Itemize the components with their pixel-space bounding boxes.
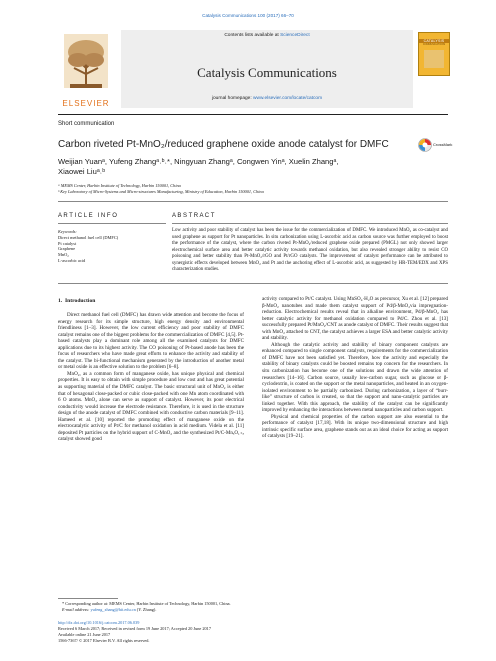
cover-image xyxy=(424,50,444,68)
keywords-block xyxy=(58,229,166,264)
journal-homepage-line xyxy=(121,96,413,101)
email-label: E-mail address: xyxy=(62,607,91,612)
contents-prefix: Contents lists available at xyxy=(224,33,281,38)
left-paragraph-2: MnO₂, as a common form of manganese oxide, has unique physical and chemical properties. It is easy to obtain with simple procedure and low cost and has great potential as supporting material of the DMFC catalyst. The basic structural unit of MnO₂ is either that of hexagonal close-packed or cubic close-packed with one Mn atom coordinated with 6 O atoms. MnO₂ alone can serve as support of catalyst. However, its poor electrical conductivity would increase the electrode resistance. Therefore, it is used in the structure design of the anode catalyst of DMFC combined with conductive carbon materials [9–11]. Hameed et al. [10] reported the promoting effect of manganese oxide on the electrocatalytic activity of Pt/C for methanol oxidation in acid medium. Videla et al. [11] deposited Pt particles on the hybrid support of C-MnO₂ and the synthesized Pt/C-MnₓO₁₊ₓ catalyst showed good xyxy=(58,370,244,443)
cover-subtitle: COMMUNICATIONS xyxy=(422,43,446,46)
right-paragraph-2: Although the catalytic activity and stability of binary component catalysts are enhanced compared to single component catalysts, requirements for the commercialization of DMFC have not been satisfied yet. Therefore, how the activity and especially the stability of binary catalysts could be boosted remains top concern for the researchers. In situ carbonization has become one of the solutions and drawn the wide attention of researchers [14–16]. Carbon source, usually low-carbon sugar, such as glucose or β-cyclodextrin, is coated on the support or the metal nanoparticles, and heated in an oxygen-isolated environment to be partially carbonized. During carbonization, a layer of “burr-like” structure of carbon is created, so that the support and nano-catalytic particles are linked together. With this approach, the stability of the catalyst can be significantly improved by enhancing the interactions between metal nanoparticles and carbon support. xyxy=(262,341,448,414)
crossmark-icon xyxy=(418,138,432,152)
crossmark-label: CrossMark xyxy=(433,142,453,147)
affiliations-rule xyxy=(58,201,448,202)
elsevier-tree-icon xyxy=(58,32,114,94)
left-column xyxy=(58,312,244,443)
copyright: 1566-7367/ © 2017 Elsevier B.V. All rights reserved. xyxy=(58,638,150,643)
right-paragraph-3: Physical and chemical properties of the carbon support are also essential to the performance of catalyst [17,18]. With its unique two-dimensional structure and high intrinsic specific surface area, graphene stands out as an ideal choice for acting as support of catalysts [19–21]. xyxy=(262,413,448,440)
available-online: Available online 21 June 2017 xyxy=(58,632,111,637)
affiliation-b: ᵇ Key Laboratory of Micro-Systems and Micro-structures Manufacturing, Ministry of Education, Harbin 150001, China xyxy=(58,189,264,194)
email-suffix: (Y. Zhang). xyxy=(135,607,157,612)
affiliation-a: ᵃ MEMS Center, Harbin Institute of Technology, Harbin 150001, China xyxy=(58,183,181,188)
keyword-3: Graphene xyxy=(58,246,76,252)
cover-title: CATALYSIS xyxy=(419,39,449,43)
right-column xyxy=(262,296,448,440)
abstract-heading: A B S T R A C T xyxy=(172,213,215,219)
footnote-rule xyxy=(58,598,118,599)
authors-line-2: Xiaowei Liuᵃ˒ᵇ xyxy=(58,167,106,176)
publisher-logo xyxy=(58,32,114,106)
abstract-bottom-rule xyxy=(58,283,448,284)
article-type: Short communication xyxy=(58,121,115,127)
right-paragraph-1: activity compared to Pt/C catalyst. Using MnSO₄·H₂O as precursor, Xu et al. [12] prepared β-MnO₂ nanotubes and made them catalyst support of Pd/β-MnO₂via impregnation-reduction. Electrochemical results reveal that in alkaline environment, Pd/β-MnO₂ has better catalytic activity for methanol oxidation compared to Pd/C. Zhou et al. [13] successfully prepared Pt/MnO₂/CNT as anode catalyst of DMFC. Their results suggest that with MnO₂ attached to CNT, the catalyst achieves a larger ESA and better catalytic activity and stability. xyxy=(262,296,448,342)
received-dates: Received 6 March 2017; Received in revised form 19 June 2017; Accepted 20 June 2017 xyxy=(58,626,211,631)
article-title: Carbon riveted Pt-MnO₂/reduced graphene oxide anode catalyst for DMFC xyxy=(58,139,389,150)
article-info-heading: A R T I C L E I N F O xyxy=(58,213,117,219)
masthead-rule xyxy=(58,114,448,115)
email-link[interactable]: yufeng_zhang@hit.edu.cn xyxy=(90,607,136,612)
doi-link[interactable]: http://dx.doi.org/10.1016/j.catcom.2017.06.039 xyxy=(58,620,140,625)
intro-heading: 1. Introduction xyxy=(58,298,96,304)
abstract-text: Low activity and poor stability of catalyst has been the issue for the commercialization of DMFC. We introduced MnO₂ as co-catalyst and used graphene as support for Pt nanoparticles. In situ carbonization using L-ascorbic acid as carbon source was further employed to boost the performance of the catalyst, where the carbon riveted Pt-MnO₂/reduced graphene oxide prepared (PMGL) not only showed larger electrochemical surface area and better catalytic activity towards methanol oxidation, but also revealed stronger ability to resist CO poisoning and better stability than Pt-MnO₂/rGO and Pt/rGO catalysts. The improvement of catalyst performance can be attributed to synergistic effects developed between MnO₂ and Pt and the anchoring effect of L-ascorbic acid, as suggested by HR-TEM/EDX and XPS characterization studies. xyxy=(172,228,448,272)
article-info-rule xyxy=(58,223,166,224)
footnote-email xyxy=(62,607,156,612)
publisher-logo-text: ELSEVIER xyxy=(62,99,110,108)
crossmark-badge[interactable] xyxy=(418,137,453,155)
contents-available-line xyxy=(121,33,413,38)
keyword-4: MnO₂ xyxy=(58,252,69,258)
authors-line-1: Weijian Yuanᵃ, Yufeng Zhangᵃ˒ᵇ˒*, Ningyuan Zhangᵃ, Congwen Yinᵃ, Xuelin Zhangᵃ, xyxy=(58,157,339,166)
sciencedirect-link[interactable]: ScienceDirect xyxy=(280,33,310,38)
abstract-rule xyxy=(172,223,448,224)
journal-reference: Catalysis Communications 100 (2017) 66–70 xyxy=(202,13,294,18)
keyword-2: Pt catalyst xyxy=(58,240,77,246)
footnote-corresponding: * Corresponding author at: MEMS Center, Harbin Institute of Technology, Harbin 150001, China. xyxy=(62,601,231,606)
journal-cover xyxy=(418,32,450,76)
keywords-label: Keywords: xyxy=(58,229,77,234)
left-paragraph-1: Direct methanol fuel cell (DMFC) has drawn wide attention and become the focus of energy research for its simple structure, high energy density and environmental friendliness [1–3]. However, the low current efficiency and poor stability of DMFC catalyst remains one of the biggest problems for the commercialization of DMFC [4,5]. Pt-based catalysts play a dominant role among all the examined catalysts for DMFC applications due to its highest activity. The CO poisoning of Pt-based anode has been the focus of researchers who have made great efforts to enhance the activity and stability of the catalyst. The bi-functional mechanism generated by the introduction of another metal or metal oxide is an effective solution to the problem [6–8]. xyxy=(58,312,244,371)
homepage-link[interactable]: www.elsevier.com/locate/catcom xyxy=(253,96,323,101)
keyword-1: Direct methanol fuel cell (DMFC) xyxy=(58,234,119,240)
journal-name: Catalysis Communications xyxy=(197,65,337,80)
keyword-5: L-ascorbic acid xyxy=(58,257,86,263)
homepage-prefix: journal homepage: xyxy=(211,96,254,101)
